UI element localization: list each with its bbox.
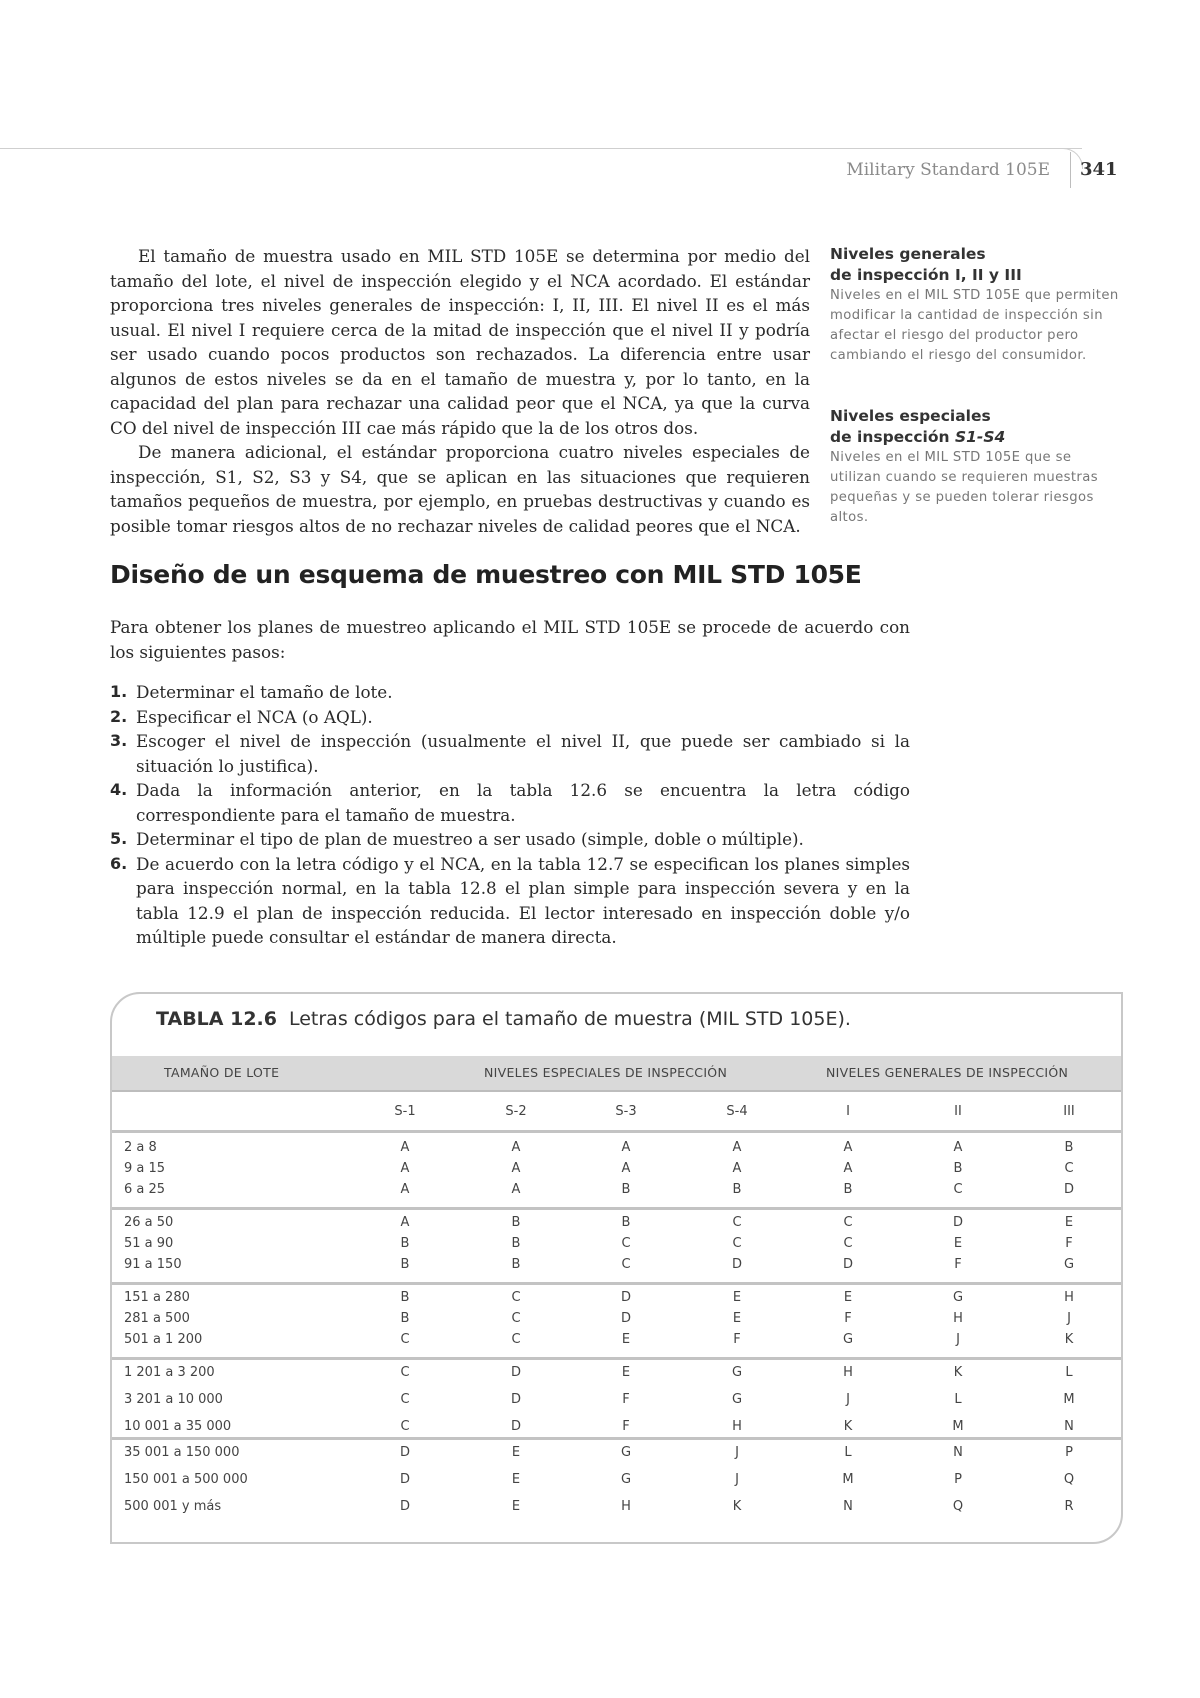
code-letter-cell: A <box>400 1161 410 1176</box>
code-letter-cell: C <box>511 1290 521 1305</box>
code-letter-cell: L <box>1065 1365 1073 1380</box>
code-letter-cell: J <box>735 1445 739 1460</box>
lot-size-cell: 150 001 a 500 000 <box>124 1472 248 1487</box>
margin-note-text: Niveles en el MIL STD 105E que se utilizan cuando se requieren muestras pequeñas y se pueden tolerar riesgos altos. <box>830 450 1099 525</box>
code-letter-cell: F <box>844 1311 852 1326</box>
code-letter-cell: G <box>620 1445 632 1460</box>
code-letter-cell: D <box>620 1290 631 1305</box>
margin-note-title <box>830 244 1120 286</box>
list-item <box>110 778 910 827</box>
margin-note-title-line: de inspección I, II y III <box>830 266 1022 284</box>
code-letter-cell: B <box>843 1182 853 1197</box>
code-letter-cell: E <box>843 1290 853 1305</box>
code-letter-cell: C <box>1064 1161 1074 1176</box>
list-item <box>110 827 910 852</box>
step-number: 6. <box>110 853 128 873</box>
body-text <box>110 244 810 538</box>
code-letter-cell: N <box>843 1499 853 1514</box>
column-header: S-4 <box>726 1104 748 1119</box>
code-letter-cell: C <box>843 1215 853 1230</box>
steps-list <box>110 680 910 950</box>
step-number: 5. <box>110 829 128 848</box>
code-letter-cell: A <box>621 1140 631 1155</box>
code-letter-cell: H <box>953 1311 963 1326</box>
code-letter-cell: A <box>621 1161 631 1176</box>
table-row <box>112 1140 1121 1160</box>
list-item <box>110 705 910 730</box>
code-letter-cell: D <box>620 1311 631 1326</box>
code-letter-cell: E <box>511 1499 521 1514</box>
code-letter-cell: H <box>843 1365 853 1380</box>
step-text: Determinar el tamaño de lote. <box>136 682 393 702</box>
code-letter-cell: K <box>1064 1332 1074 1347</box>
code-letter-cell: C <box>732 1215 742 1230</box>
table-header-band <box>112 1056 1121 1092</box>
code-letter-cell: G <box>842 1332 854 1347</box>
table-row <box>112 1472 1121 1492</box>
code-letter-cell: D <box>952 1215 963 1230</box>
code-letter-cell: L <box>844 1445 852 1460</box>
table-subheader-row <box>112 1092 1121 1133</box>
code-letter-cell: H <box>1064 1290 1074 1305</box>
code-letters-table <box>110 992 1123 1544</box>
code-letter-cell: H <box>732 1419 742 1434</box>
table-caption-label: TABLA 12.6 <box>156 1008 277 1030</box>
code-letter-cell: A <box>511 1161 521 1176</box>
code-letter-cell: K <box>843 1419 853 1434</box>
code-letter-cell: F <box>1065 1236 1073 1251</box>
code-letter-cell: Q <box>952 1499 964 1514</box>
code-letter-cell: C <box>400 1419 410 1434</box>
code-letter-cell: P <box>1065 1445 1073 1460</box>
code-letter-cell: M <box>952 1419 964 1434</box>
running-head: Military Standard 105E <box>846 160 1050 180</box>
code-letter-cell: C <box>953 1182 963 1197</box>
code-letter-cell: N <box>953 1445 963 1460</box>
table-row <box>112 1445 1121 1465</box>
column-header: S-3 <box>615 1104 637 1119</box>
code-letter-cell: J <box>956 1332 960 1347</box>
table-row <box>112 1290 1121 1310</box>
code-letter-cell: C <box>621 1236 631 1251</box>
code-letter-cell: C <box>732 1236 742 1251</box>
code-letter-cell: F <box>622 1419 630 1434</box>
code-letter-cell: C <box>621 1257 631 1272</box>
margin-note-title <box>830 406 1120 448</box>
margin-notes <box>830 244 1120 568</box>
code-letter-cell: B <box>621 1182 631 1197</box>
code-letter-cell: H <box>621 1499 631 1514</box>
step-text: Determinar el tipo de plan de muestreo a ser usado (simple, doble o múltiple). <box>136 829 804 849</box>
step-text: De acuerdo con la letra código y el NCA, en la tabla 12.7 se especifican los planes simples para inspección normal, en la tabla 12.8 el plan simple para inspección severa y en la tabla 12.9 el plan de inspección reducida. El lector interesado en inspección doble y/o múltiple puede consultar el estándar de manera directa. <box>136 853 910 947</box>
margin-note-text: Niveles en el MIL STD 105E que permiten modificar la cantidad de inspección sin afectar el riesgo del productor pero cambiando el riesgo del consumidor. <box>830 288 1119 363</box>
code-letter-cell: P <box>954 1472 962 1487</box>
code-letter-cell: E <box>732 1311 742 1326</box>
lot-size-cell: 9 a 15 <box>124 1161 166 1176</box>
lot-size-cell: 35 001 a 150 000 <box>124 1445 240 1460</box>
code-letter-cell: J <box>1067 1311 1071 1326</box>
code-letter-cell: B <box>511 1215 521 1230</box>
list-item <box>110 729 910 778</box>
code-letter-cell: F <box>733 1332 741 1347</box>
code-letter-cell: B <box>511 1257 521 1272</box>
code-letter-cell: D <box>399 1472 410 1487</box>
code-letter-cell: L <box>954 1392 962 1407</box>
lot-size-cell: 501 a 1 200 <box>124 1332 203 1347</box>
table-row <box>112 1392 1121 1412</box>
table-row <box>112 1419 1121 1439</box>
lot-size-cell: 281 a 500 <box>124 1311 190 1326</box>
code-letter-cell: M <box>1063 1392 1075 1407</box>
code-letter-cell: D <box>510 1419 521 1434</box>
step-number: 4. <box>110 780 128 799</box>
code-letter-cell: D <box>842 1257 853 1272</box>
code-letter-cell: E <box>1064 1215 1074 1230</box>
column-header: II <box>954 1104 962 1119</box>
list-item <box>110 852 910 950</box>
code-letter-cell: E <box>621 1365 631 1380</box>
table-row <box>112 1365 1121 1385</box>
table-caption-text: Letras códigos para el tamaño de muestra (MIL STD 105E). <box>288 1008 851 1030</box>
table-row <box>112 1182 1121 1202</box>
code-letter-cell: E <box>621 1332 631 1347</box>
lot-size-cell: 1 201 a 3 200 <box>124 1365 215 1380</box>
code-letter-cell: D <box>1063 1182 1074 1197</box>
step-text: Especificar el NCA (o AQL). <box>136 706 373 727</box>
code-letter-cell: B <box>511 1236 521 1251</box>
code-letter-cell: N <box>1064 1419 1074 1434</box>
code-letter-cell: C <box>400 1365 410 1380</box>
code-letter-cell: B <box>400 1311 410 1326</box>
lot-size-cell: 26 a 50 <box>124 1215 174 1230</box>
table-row <box>112 1236 1121 1256</box>
paragraph: El tamaño de muestra usado en MIL STD 105E se determina por medio del tamaño del lote, el nivel de inspección elegido y el NCA acordado. El estándar proporciona tres niveles generales de inspección: I, II, III. El nivel II es el más usual. El nivel I requiere cerca de la mitad de inspección que el nivel II y podría ser usado cuando pocos productos son rechazados. La diferencia entre usar algunos de estos niveles se da en el tamaño de muestra y, por lo tanto, en la capacidad del plan para rechazar una calidad peor que el NCA, ya que la curva CO del nivel de inspección III cae más rápido que la de los otros dos. <box>110 246 810 438</box>
code-letter-cell: A <box>400 1215 410 1230</box>
code-letter-cell: G <box>731 1365 743 1380</box>
code-letter-cell: D <box>510 1392 521 1407</box>
lot-size-cell: 91 a 150 <box>124 1257 182 1272</box>
code-letter-cell: A <box>843 1140 853 1155</box>
code-letter-cell: E <box>511 1472 521 1487</box>
margin-note-special-levels <box>830 406 1120 528</box>
header-lot-size: TAMAÑO DE LOTE <box>164 1065 280 1080</box>
header-special-levels: NIVELES ESPECIALES DE INSPECCIÓN <box>484 1065 728 1080</box>
code-letter-cell: G <box>620 1472 632 1487</box>
column-header: S-1 <box>394 1104 416 1119</box>
page-number: 341 <box>1080 159 1118 180</box>
code-letter-cell: E <box>511 1445 521 1460</box>
table-row-group <box>112 1437 1121 1537</box>
code-letter-cell: A <box>511 1182 521 1197</box>
code-letter-cell: B <box>1064 1140 1074 1155</box>
table-row <box>112 1332 1121 1352</box>
code-letter-cell: J <box>846 1392 850 1407</box>
column-header: S-2 <box>505 1104 527 1119</box>
table-row-group <box>112 1357 1121 1440</box>
code-letter-cell: A <box>953 1140 963 1155</box>
lot-size-cell: 6 a 25 <box>124 1182 166 1197</box>
lot-size-cell: 2 a 8 <box>124 1140 157 1155</box>
lot-size-cell: 3 201 a 10 000 <box>124 1392 223 1407</box>
code-letter-cell: A <box>732 1161 742 1176</box>
table-row <box>112 1499 1121 1519</box>
table-row <box>112 1311 1121 1331</box>
code-letter-cell: F <box>954 1257 962 1272</box>
code-letter-cell: B <box>621 1215 631 1230</box>
code-letter-cell: R <box>1064 1499 1074 1514</box>
code-letter-cell: C <box>511 1311 521 1326</box>
column-header: I <box>846 1104 850 1119</box>
intro-paragraph: Para obtener los planes de muestreo aplicando el MIL STD 105E se procede de acuerdo con los siguientes pasos: <box>110 617 910 662</box>
table-caption <box>156 1008 851 1030</box>
code-letter-cell: A <box>400 1182 410 1197</box>
table-row-group <box>112 1282 1121 1360</box>
column-header: III <box>1063 1104 1075 1119</box>
code-letter-cell: G <box>952 1290 964 1305</box>
table-row <box>112 1215 1121 1235</box>
code-letter-cell: E <box>953 1236 963 1251</box>
code-letter-cell: C <box>400 1392 410 1407</box>
margin-note-title-line: de inspección <box>830 428 955 446</box>
margin-note-title-line: Niveles especiales <box>830 407 991 425</box>
code-letter-cell: B <box>732 1182 742 1197</box>
code-letter-cell: D <box>731 1257 742 1272</box>
lot-size-cell: 51 a 90 <box>124 1236 174 1251</box>
table-row <box>112 1161 1121 1181</box>
code-letter-cell: G <box>1063 1257 1075 1272</box>
code-letter-cell: K <box>953 1365 963 1380</box>
code-letter-cell: B <box>400 1236 410 1251</box>
header-separator <box>1070 152 1071 188</box>
margin-note-general-levels <box>830 244 1120 366</box>
code-letter-cell: C <box>400 1332 410 1347</box>
code-letter-cell: K <box>732 1499 742 1514</box>
code-letter-cell: C <box>511 1332 521 1347</box>
code-letter-cell: C <box>843 1236 853 1251</box>
step-text: Escoger el nivel de inspección (usualmente el nivel II, que puede ser cambiado si la situación lo justifica). <box>136 731 910 776</box>
paragraph: De manera adicional, el estándar proporciona cuatro niveles especiales de inspección, S1, S2, S3 y S4, que se aplican en las situaciones que requieren tamaños pequeños de muestra, por ejemplo, en pruebas destructivas y cuando es posible tomar riesgos altos de no rechazar niveles de calidad peores que el NCA. <box>110 442 810 536</box>
lot-size-cell: 10 001 a 35 000 <box>124 1419 232 1434</box>
code-letter-cell: G <box>731 1392 743 1407</box>
header-general-levels: NIVELES GENERALES DE INSPECCIÓN <box>826 1065 1069 1080</box>
code-letter-cell: D <box>510 1365 521 1380</box>
lot-size-cell: 500 001 y más <box>124 1499 222 1514</box>
table-row-group <box>112 1132 1121 1210</box>
code-letter-cell: D <box>399 1499 410 1514</box>
code-letter-cell: B <box>400 1257 410 1272</box>
section-title: Diseño de un esquema de muestreo con MIL STD 105E <box>110 560 862 589</box>
step-number: 2. <box>110 706 128 726</box>
lot-size-cell: 151 a 280 <box>124 1290 190 1305</box>
list-item <box>110 680 910 705</box>
code-letter-cell: A <box>400 1140 410 1155</box>
table-row <box>112 1257 1121 1277</box>
code-letter-cell: B <box>400 1290 410 1305</box>
table-row-group <box>112 1207 1121 1285</box>
code-letter-cell: A <box>511 1140 521 1155</box>
code-letter-cell: M <box>842 1472 854 1487</box>
code-letter-cell: D <box>399 1445 410 1460</box>
code-letter-cell: J <box>735 1472 739 1487</box>
code-letter-cell: B <box>953 1161 963 1176</box>
step-text: Dada la información anterior, en la tabla 12.6 se encuentra la letra código correspondiente para el tamaño de muestra. <box>136 780 910 825</box>
code-letter-cell: Q <box>1063 1472 1075 1487</box>
code-letter-cell: A <box>732 1140 742 1155</box>
code-letter-cell: F <box>622 1392 630 1407</box>
code-letter-cell: E <box>732 1290 742 1305</box>
margin-note-title-line: Niveles generales <box>830 245 986 263</box>
top-rule <box>0 148 1082 149</box>
step-number: 3. <box>110 731 128 750</box>
code-letter-cell: A <box>843 1161 853 1176</box>
margin-note-title-italic: S1-S4 <box>954 428 1006 446</box>
step-number: 1. <box>110 682 128 701</box>
